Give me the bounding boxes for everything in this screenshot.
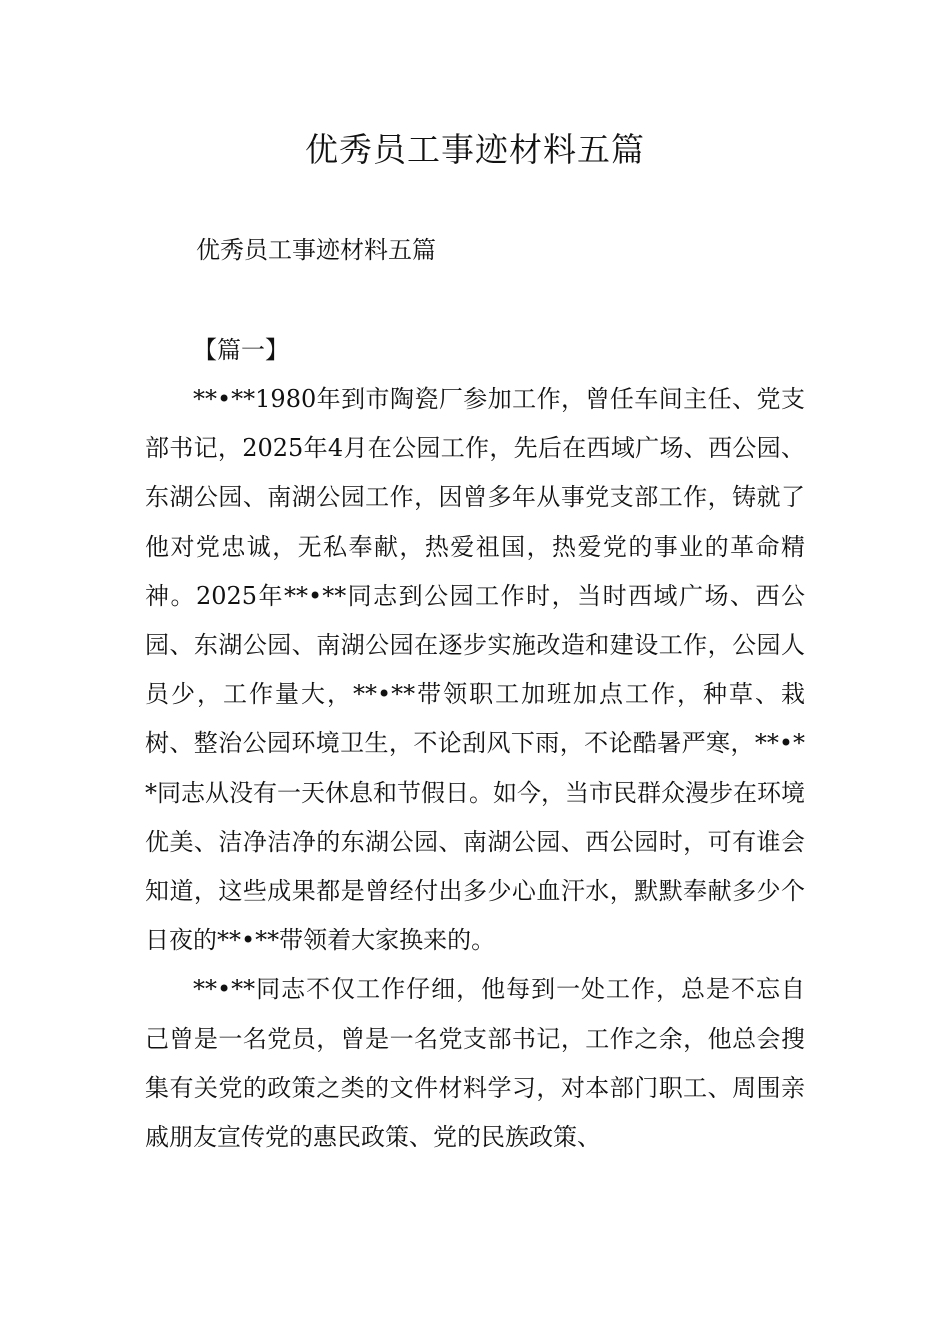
document-subtitle: 优秀员工事迹材料五篇	[196, 236, 436, 264]
section-label: 【篇一】	[193, 336, 289, 364]
paragraph-2: **•**同志不仅工作仔细，他每到一处工作，总是不忘自己曾是一名党员，曾是一名党支部书记，工作之余，他总会搜集有关党的政策之类的文件材料学习，对本部门职工、周围亲戚朋友宣传党的惠民政策、党的民族政策、	[145, 975, 805, 1152]
body-text	[145, 375, 805, 1162]
paragraph-1: **•**1980年到市陶瓷厂参加工作，曾任车间主任、党支部书记，2025年4月在公园工作，先后在西域广场、西公园、东湖公园、南湖公园工作，因曾多年从事党支部工作，铸就了他对党忠诚，无私奉献，热爱祖国，热爱党的事业的革命精神。2025年**•**同志到公园工作时，当时西域广场、西公园、东湖公园、南湖公园在逐步实施改造和建设工作，公园人员少，工作量大，**•**带领职工加班加点工作，种草、栽树、整治公园环境卫生，不论刮风下雨，不论酷暑严寒，**•**同志从没有一天休息和节假日。如今，当市民群众漫步在环境优美、洁净洁净的东湖公园、南湖公园、西公园时，可有谁会知道，这些成果都是曾经付出多少心血汗水，默默奉献多少个日夜的**•**带领着大家换来的。	[145, 385, 805, 955]
document-title: 优秀员工事迹材料五篇	[305, 130, 645, 169]
